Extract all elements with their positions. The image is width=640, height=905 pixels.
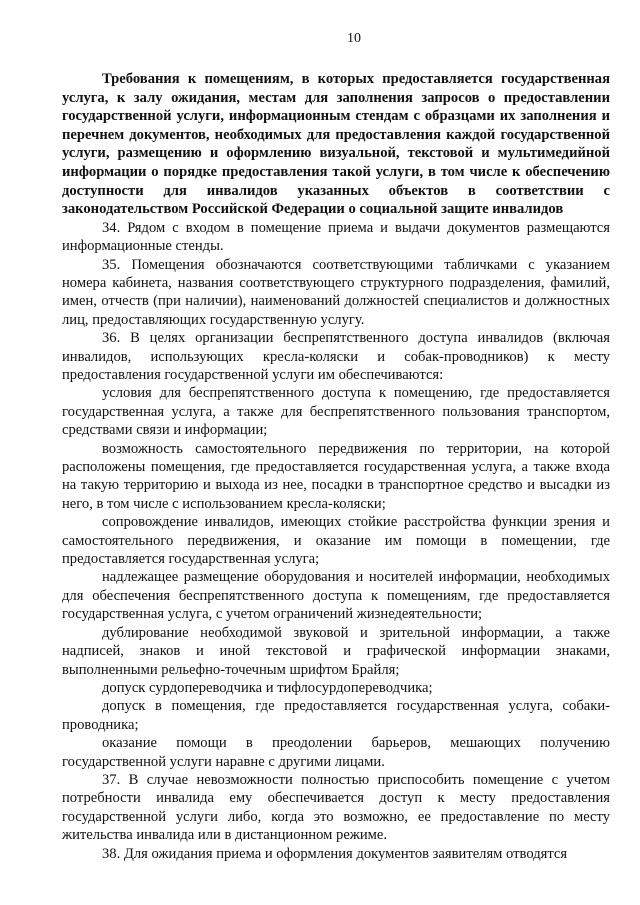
list-item-interpreter-admission: допуск сурдопереводчика и тифлосурдопереводчика; (102, 679, 433, 696)
list-item-barrier-assistance: оказание помощи в преодолении барьеров, мешающих получению государственной услуги наравне с другими лицами. (62, 735, 610, 770)
list-item-guide-dog-admission: допуск в помещения, где предоставляется государственная услуга, собаки-проводника; (62, 698, 610, 733)
paragraph-34: 34. Рядом с входом в помещение приема и выдачи документов размещаются информационные стенды. (62, 219, 610, 255)
list-item-access-conditions: условия для беспрепятственного доступа к помещению, где предоставляется государственная услуга, а также для беспрепятственного пользования транспортом, средствами связи и информации; (62, 385, 610, 439)
list-item-independent-movement: возможность самостоятельного передвижения по территории, на которой расположены помещения, где предоставляется государственная услуга, а также входа на такую территорию и выхода из нее, посадки в транспортное средство и высадки из него, в том числе с использованием кресла-коляски; (62, 440, 610, 512)
paragraph-36: 36. В целях организации беспрепятственного доступа инвалидов (включая инвалидов, использующих кресла-коляски и собак-проводников) к месту предоставления государственной услуги им обеспечиваются: (62, 330, 610, 383)
list-item-escort: сопровождение инвалидов, имеющих стойкие расстройства функции зрения и самостоятельного передвижения, и оказание им помощи в помещении, где предоставляется государственная услуга; (62, 514, 610, 568)
paragraph-38: 38. Для ожидания приема и оформления документов заявителям отводятся (102, 845, 568, 862)
page-number: 10 (347, 31, 361, 46)
body-text (62, 219, 610, 863)
list-item-braille-duplication: дублирование необходимой звуковой и зрительной информации, а также надписей, знаков и иной текстовой и графической информации знаками, выполненными рельефно-точечным шрифтом Брайля; (62, 624, 610, 678)
list-item-equipment-placement: надлежащее размещение оборудования и носителей информации, необходимых для обеспечения беспрепятственного доступа к помещениям, где предоставляется государственная услуга, с учетом ограничений жизнедеятельности; (62, 569, 610, 623)
paragraph-35: 35. Помещения обозначаются соответствующими табличками с указанием номера кабинета, названия соответствующего структурного подразделения, фамилий, имен, отчеств (при наличии), наименований должностей специалистов и должностных лиц, предоставляющих государственную услугу. (62, 256, 610, 328)
paragraph-37: 37. В случае невозможности полностью приспособить помещение с учетом потребности инвалида ему обеспечивается доступ к месту предоставления государственной услуги либо, когда это возможно, ее предоставление по месту жительства инвалида или в дистанционном режиме. (62, 771, 610, 844)
section-heading: Требования к помещениям, в которых предоставляется государственная услуга, к залу ожидания, местам для заполнения запросов о предоставлении государственной услуги, информационным стендам с образцами их заполнения и перечнем документов, необходимых для предоставления каждой государственной услуги, размещению и оформлению визуальной, текстовой и мультимедийной информации о порядке предоставления такой услуги, в том числе к обеспечению доступности для инвалидов указанных объектов в соответствии с законодательством Российской Федерации о социальной защите инвалидов (62, 71, 610, 218)
